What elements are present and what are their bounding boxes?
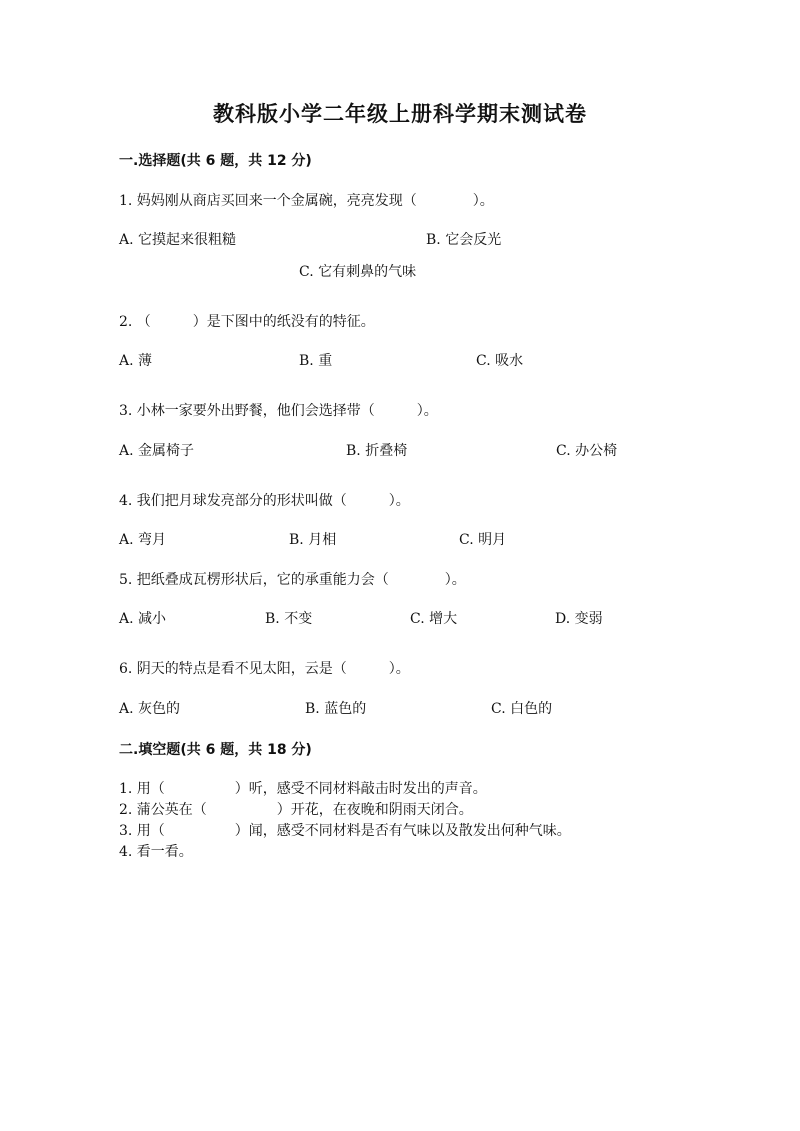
option: A. 减小: [119, 611, 167, 627]
option: A. 金属椅子: [119, 443, 195, 459]
option: C. 它有刺鼻的气味: [299, 264, 417, 280]
option: B. 蓝色的: [305, 701, 367, 717]
option: C. 白色的: [491, 701, 553, 717]
option: C. 增大: [410, 611, 458, 627]
option: A. 灰色的: [119, 701, 181, 717]
question-stem: 3. 小林一家要外出野餐，他们会选择带（ ）。: [119, 403, 438, 419]
question-stem: 4. 我们把月球发亮部分的形状叫做（ ）。: [119, 493, 410, 509]
option: C. 吸水: [476, 353, 524, 369]
question-stem: 1. 妈妈刚从商店买回来一个金属碗，亮亮发现（ ）。: [119, 193, 494, 209]
question-stem: 5. 把纸叠成瓦楞形状后，它的承重能力会（ ）。: [119, 572, 466, 588]
question-stem: 2. （ ）是下图中的纸没有的特征。: [119, 314, 375, 330]
option: A. 薄: [119, 353, 153, 369]
fill-item: 3. 用（ ）闻，感受不同材料是否有气味以及散发出何种气味。: [119, 823, 571, 839]
fill-item: 4. 看一看。: [119, 844, 193, 860]
page-title: 教科版小学二年级上册科学期末测试卷: [213, 102, 587, 126]
option: B. 它会反光: [426, 232, 502, 248]
fill-item: 1. 用（ ）听，感受不同材料敲击时发出的声音。: [119, 781, 487, 797]
option: B. 折叠椅: [346, 443, 408, 459]
section-heading-choice: 一.选择题(共 6 题，共 12 分): [119, 153, 312, 169]
option: C. 办公椅: [556, 443, 618, 459]
question-stem: 6. 阴天的特点是看不见太阳，云是（ ）。: [119, 661, 410, 677]
option: B. 月相: [289, 532, 337, 548]
option: B. 不变: [265, 611, 313, 627]
option: D. 变弱: [555, 611, 603, 627]
option: A. 它摸起来很粗糙: [119, 232, 237, 248]
option: A. 弯月: [119, 532, 167, 548]
option: B. 重: [299, 353, 333, 369]
fill-item: 2. 蒲公英在（ ）开花，在夜晚和阴雨天闭合。: [119, 802, 473, 818]
option: C. 明月: [459, 532, 507, 548]
section-heading-fill: 二.填空题(共 6 题，共 18 分): [119, 742, 312, 758]
